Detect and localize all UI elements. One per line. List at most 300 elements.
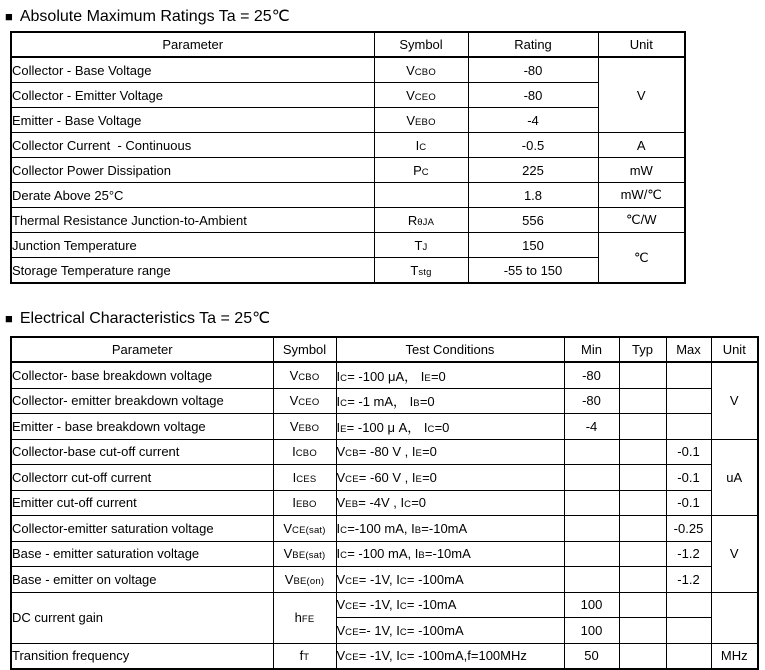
subscript-text: C: [421, 166, 429, 178]
cell-text: =0: [434, 419, 450, 435]
cell-text: V: [729, 393, 739, 409]
table-cell: [11, 643, 273, 669]
table-cell: [336, 516, 564, 542]
cell-text: -4: [527, 112, 539, 128]
table-cell: [564, 643, 619, 669]
table-cell: [374, 183, 468, 208]
column-header: Unit: [711, 337, 758, 362]
table-cell: [619, 362, 666, 388]
table-cell: [11, 183, 374, 208]
table-cell: [336, 541, 564, 567]
subscript-text: C: [419, 141, 427, 153]
table-cell: [374, 108, 468, 133]
table-cell: [711, 362, 758, 439]
table-cell: [619, 567, 666, 593]
cell-text: V: [283, 520, 293, 536]
cell-text: Collector - Base Voltage: [12, 62, 152, 78]
table-cell: [711, 643, 758, 669]
cell-text: I: [336, 394, 341, 410]
subscript-text: J: [422, 241, 428, 253]
cell-text: Collector- emitter breakdown voltage: [12, 393, 224, 409]
table-cell: [273, 414, 336, 440]
table-cell: [11, 541, 273, 567]
table-cell: [11, 388, 273, 414]
subscript-text: CBO: [298, 371, 320, 383]
cell-text: I: [415, 137, 420, 153]
subscript-text: C: [340, 372, 348, 384]
absolute-maximum-ratings-section: [10, 31, 686, 284]
cell-text: V: [336, 622, 346, 638]
table-row: [11, 108, 685, 133]
table-cell: [564, 439, 619, 465]
cell-text: Transition frequency: [12, 648, 130, 664]
cell-text: ℃/W: [626, 212, 657, 227]
table-cell: [564, 618, 619, 644]
cell-text: DC current gain: [12, 610, 104, 625]
column-header: Typ: [619, 337, 666, 362]
table-cell: [666, 388, 711, 414]
cell-text: V: [406, 87, 415, 103]
subscript-text: E: [415, 473, 423, 485]
cell-text: V: [336, 648, 346, 664]
cell-text: V: [406, 62, 415, 78]
table-cell: [619, 465, 666, 491]
subscript-text: CE: [345, 626, 359, 638]
cell-text: =-10mA: [424, 546, 471, 562]
cell-text: V: [284, 571, 294, 587]
cell-text: Base - emitter on voltage: [12, 571, 157, 587]
table-cell: [619, 643, 666, 669]
header-row: [11, 32, 685, 57]
cell-text: P: [413, 162, 422, 178]
cell-text: = -1 mA， I: [347, 394, 414, 410]
cell-text: -80: [582, 393, 601, 409]
section-title-absolute-maximum-ratings: [5, 6, 290, 26]
column-header: Symbol: [374, 32, 468, 57]
cell-text: T: [410, 262, 419, 278]
subscript-text: B: [418, 550, 425, 562]
subscript-text: CES: [296, 473, 317, 485]
table-cell: [619, 516, 666, 542]
cell-text: -1.2: [677, 571, 700, 587]
table-row: [11, 133, 685, 158]
table-cell: [468, 158, 598, 183]
cell-text: 1.8: [523, 187, 543, 203]
table-cell: [11, 133, 374, 158]
section-title-text: Electrical Characteristics Ta = 25℃: [19, 310, 271, 327]
subscript-text: C: [340, 550, 348, 562]
subscript-text: C: [340, 398, 348, 410]
cell-text: = -1V, I: [358, 571, 400, 587]
table-cell: [273, 465, 336, 491]
subscript-text: CE: [345, 575, 359, 587]
table-cell: [468, 233, 598, 258]
cell-text: V: [289, 367, 299, 383]
table-cell: [619, 618, 666, 644]
table-cell: [564, 592, 619, 618]
subscript-text: C: [399, 601, 407, 613]
subscript-text: CBO: [295, 448, 317, 460]
subscript-text: B: [414, 524, 422, 536]
table-row: [11, 388, 758, 414]
column-header: Test Conditions: [336, 337, 564, 362]
subscript-text: C: [399, 575, 407, 587]
cell-text: -80: [582, 367, 601, 383]
table-cell: [666, 414, 711, 440]
table-cell: [619, 388, 666, 414]
cell-text: Junction Temperature: [12, 237, 137, 253]
cell-text: uA: [726, 469, 743, 485]
cell-text: -4: [585, 418, 598, 434]
cell-text: V: [289, 418, 299, 434]
table-cell: [564, 490, 619, 516]
table-cell: [619, 541, 666, 567]
table-cell: [11, 465, 273, 491]
cell-text: f: [299, 648, 304, 664]
subscript-text: EB: [345, 499, 359, 511]
column-header: Rating: [468, 32, 598, 57]
cell-text: V: [289, 393, 299, 409]
table-cell: [273, 516, 336, 542]
cell-text: I: [292, 495, 296, 511]
table-cell: [666, 643, 711, 669]
cell-text: I: [336, 546, 341, 562]
table-cell: [11, 567, 273, 593]
subscript-text: θJA: [417, 216, 435, 228]
table-cell: [598, 208, 685, 233]
subscript-text: CE: [345, 473, 359, 485]
cell-text: 150: [522, 237, 544, 253]
table-cell: [374, 133, 468, 158]
table-row: [11, 567, 758, 593]
cell-text: =0: [422, 469, 437, 485]
table-cell: [273, 388, 336, 414]
cell-text: =- 1V, I: [358, 622, 400, 638]
cell-text: 225: [522, 162, 544, 178]
subscript-text: EBO: [298, 422, 320, 434]
table-row: [11, 414, 758, 440]
table-cell: [336, 362, 564, 388]
cell-text: = -100mA: [406, 571, 464, 587]
cell-text: = -10mA: [406, 597, 457, 613]
cell-text: -1.2: [677, 546, 700, 562]
electrical-characteristics-table: [10, 336, 759, 670]
subscript-text: CE: [345, 652, 359, 664]
column-header: Parameter: [11, 337, 273, 362]
table-cell: [374, 258, 468, 284]
table-cell: [666, 516, 711, 542]
cell-text: Emitter cut-off current: [12, 495, 137, 511]
table-cell: [336, 439, 564, 465]
cell-text: V: [336, 495, 346, 511]
subscript-text: EBO: [295, 499, 317, 511]
black-square-bullet-icon: ■: [5, 8, 13, 24]
table-cell: [273, 643, 336, 669]
table-row: [11, 362, 758, 388]
cell-text: = -60 V , I: [358, 469, 416, 485]
table-cell: [666, 592, 711, 618]
cell-text: -0.1: [677, 444, 700, 460]
subscript-text: CE: [345, 601, 359, 613]
electrical-characteristics-section: [10, 336, 759, 670]
table-cell: [468, 133, 598, 158]
table-cell: [711, 439, 758, 516]
table-cell: [374, 208, 468, 233]
subscript-text: stg: [418, 266, 432, 278]
cell-text: Base - emitter saturation voltage: [12, 546, 200, 562]
cell-text: =-100 mA, I: [347, 520, 415, 536]
cell-text: Collectorr cut-off current: [12, 469, 152, 485]
table-cell: [273, 490, 336, 516]
table-row: [11, 516, 758, 542]
table-cell: [666, 618, 711, 644]
table-cell: [666, 541, 711, 567]
subscript-text: E: [415, 448, 423, 460]
cell-text: 50: [584, 648, 599, 664]
cell-text: =-10mA: [421, 520, 468, 536]
cell-text: V: [336, 597, 346, 613]
cell-text: = -100mA,f=100MHz: [406, 648, 527, 664]
table-cell: [374, 57, 468, 83]
table-cell: [564, 465, 619, 491]
cell-text: V: [406, 112, 415, 128]
table-cell: [666, 567, 711, 593]
subscript-text: C: [399, 626, 407, 638]
table-cell: [619, 414, 666, 440]
cell-text: Storage Temperature range: [12, 262, 171, 278]
table-row: [11, 490, 758, 516]
table-cell: [564, 362, 619, 388]
cell-text: -0.5: [521, 137, 545, 153]
table-cell: [564, 567, 619, 593]
subscript-text: CE(sat): [292, 524, 326, 536]
table-row: [11, 258, 685, 284]
table-cell: [11, 258, 374, 284]
cell-text: 556: [522, 212, 544, 228]
absolute-maximum-ratings-table: [10, 31, 686, 284]
column-header: Symbol: [273, 337, 336, 362]
table-cell: [336, 490, 564, 516]
table-cell: [598, 183, 685, 208]
table-cell: [11, 158, 374, 183]
column-header: Min: [564, 337, 619, 362]
cell-text: -80: [523, 62, 543, 78]
table-cell: [374, 83, 468, 108]
table-cell: [336, 465, 564, 491]
subscript-text: BE(sat): [292, 550, 326, 562]
table-cell: [564, 388, 619, 414]
cell-text: Emitter - Base Voltage: [12, 112, 142, 128]
table-cell: [336, 567, 564, 593]
table-cell: [273, 362, 336, 388]
table-cell: [11, 414, 273, 440]
table-row: [11, 643, 758, 669]
table-row: [11, 83, 685, 108]
table-row: [11, 183, 685, 208]
subscript-text: C: [404, 499, 412, 511]
subscript-text: E: [340, 423, 347, 435]
table-cell: [273, 439, 336, 465]
cell-text: 100: [580, 597, 603, 613]
cell-text: Collector Power Dissipation: [12, 162, 171, 178]
column-header: Unit: [598, 32, 685, 57]
table-cell: [666, 362, 711, 388]
table-cell: [11, 57, 374, 83]
table-row: [11, 208, 685, 233]
table-cell: [11, 490, 273, 516]
subscript-text: C: [427, 423, 435, 435]
cell-text: 100: [580, 622, 603, 638]
table-cell: [374, 233, 468, 258]
column-header: Max: [666, 337, 711, 362]
table-cell: [374, 158, 468, 183]
cell-text: V: [729, 546, 739, 562]
table-cell: [11, 208, 374, 233]
cell-text: ℃: [633, 249, 649, 265]
table-cell: [273, 567, 336, 593]
cell-text: = -100mA: [406, 622, 464, 638]
table-cell: [11, 83, 374, 108]
table-cell: [564, 541, 619, 567]
table-cell: [468, 258, 598, 284]
table-cell: [666, 490, 711, 516]
cell-text: V: [336, 571, 346, 587]
cell-text: I: [336, 368, 341, 384]
black-square-bullet-icon: ■: [5, 310, 13, 326]
table-cell: [336, 592, 564, 618]
cell-text: Emitter - base breakdown voltage: [12, 418, 206, 434]
cell-text: = -100 mA, I: [347, 546, 419, 562]
subscript-text: CEO: [414, 91, 436, 103]
table-cell: [336, 618, 564, 644]
subscript-text: EBO: [415, 116, 436, 128]
table-cell: [564, 516, 619, 542]
cell-text: = -100 μ A， I: [346, 419, 428, 435]
table-cell: [598, 133, 685, 158]
subscript-text: CBO: [414, 66, 436, 78]
table-cell: [619, 592, 666, 618]
cell-text: I: [292, 444, 296, 460]
cell-text: Collector Current - Continuous: [12, 137, 192, 153]
cell-text: =0: [411, 495, 427, 511]
subscript-text: FE: [301, 614, 315, 625]
table-cell: [619, 439, 666, 465]
section-title-electrical-characteristics: [5, 308, 270, 328]
cell-text: mW/℃: [620, 187, 662, 202]
cell-text: V: [336, 444, 346, 460]
cell-text: =0: [430, 368, 446, 384]
cell-text: I: [292, 469, 297, 485]
cell-text: A: [636, 137, 646, 153]
subscript-text: CB: [345, 448, 359, 460]
header-row: [11, 337, 758, 362]
cell-text: -0.1: [677, 495, 700, 511]
table-cell: [468, 208, 598, 233]
cell-text: I: [336, 520, 341, 536]
cell-text: -80: [523, 87, 543, 103]
cell-text: I: [336, 419, 341, 435]
cell-text: MHz: [720, 648, 748, 664]
table-cell: [564, 414, 619, 440]
cell-text: V: [636, 87, 646, 103]
cell-text: Collector-emitter saturation voltage: [12, 520, 214, 536]
table-cell: [598, 158, 685, 183]
cell-text: =0: [422, 444, 437, 460]
cell-text: Collector - Emitter Voltage: [12, 87, 164, 103]
cell-text: -0.1: [677, 469, 700, 485]
table-cell: [468, 83, 598, 108]
cell-text: =0: [419, 394, 435, 410]
cell-text: = -100 μA， I: [347, 368, 425, 384]
cell-text: = -1V, I: [358, 648, 400, 664]
table-cell: [273, 592, 336, 643]
table-cell: [711, 592, 758, 643]
table-cell: [468, 108, 598, 133]
subscript-text: BE(on): [293, 575, 325, 587]
cell-text: V: [336, 469, 346, 485]
cell-text: Derate Above 25°C: [12, 187, 124, 203]
table-cell: [468, 183, 598, 208]
table-cell: [598, 233, 685, 284]
table-row: [11, 541, 758, 567]
table-row: [11, 465, 758, 491]
subscript-text: C: [399, 652, 407, 664]
cell-text: = -4V , I: [358, 495, 405, 511]
table-cell: [336, 414, 564, 440]
table-row: [11, 57, 685, 83]
cell-text: -55 to 150: [503, 262, 563, 278]
table-row: [11, 233, 685, 258]
subscript-text: CEO: [298, 397, 320, 409]
cell-text: mW: [629, 162, 653, 178]
table-cell: [711, 516, 758, 593]
cell-text: Collector- base breakdown voltage: [12, 367, 213, 383]
cell-text: h: [294, 610, 302, 625]
table-cell: [11, 108, 374, 133]
table-cell: [11, 362, 273, 388]
cell-text: Thermal Resistance Junction-to-Ambient: [12, 212, 247, 228]
cell-text: -0.25: [673, 520, 704, 536]
cell-text: = -1V, I: [358, 597, 400, 613]
table-row: [11, 439, 758, 465]
subscript-text: E: [424, 372, 431, 384]
table-cell: [666, 439, 711, 465]
cell-text: = -80 V , I: [358, 444, 416, 460]
table-row: [11, 158, 685, 183]
table-cell: [666, 465, 711, 491]
subscript-text: B: [413, 398, 420, 410]
subscript-text: T: [303, 652, 310, 664]
column-header: Parameter: [11, 32, 374, 57]
table-cell: [11, 233, 374, 258]
cell-text: V: [283, 546, 293, 562]
table-cell: [11, 439, 273, 465]
table-cell: [11, 592, 273, 643]
cell-text: Collector-base cut-off current: [12, 444, 180, 460]
table-cell: [619, 490, 666, 516]
table-cell: [11, 516, 273, 542]
cell-text: R: [407, 212, 418, 228]
table-cell: [598, 57, 685, 133]
table-cell: [336, 643, 564, 669]
cell-text: T: [414, 237, 423, 253]
table-row: [11, 592, 758, 618]
section-title-text: Absolute Maximum Ratings Ta = 25℃: [19, 8, 290, 25]
table-cell: [273, 541, 336, 567]
table-cell: [468, 57, 598, 83]
table-cell: [336, 388, 564, 414]
subscript-text: C: [340, 524, 348, 536]
